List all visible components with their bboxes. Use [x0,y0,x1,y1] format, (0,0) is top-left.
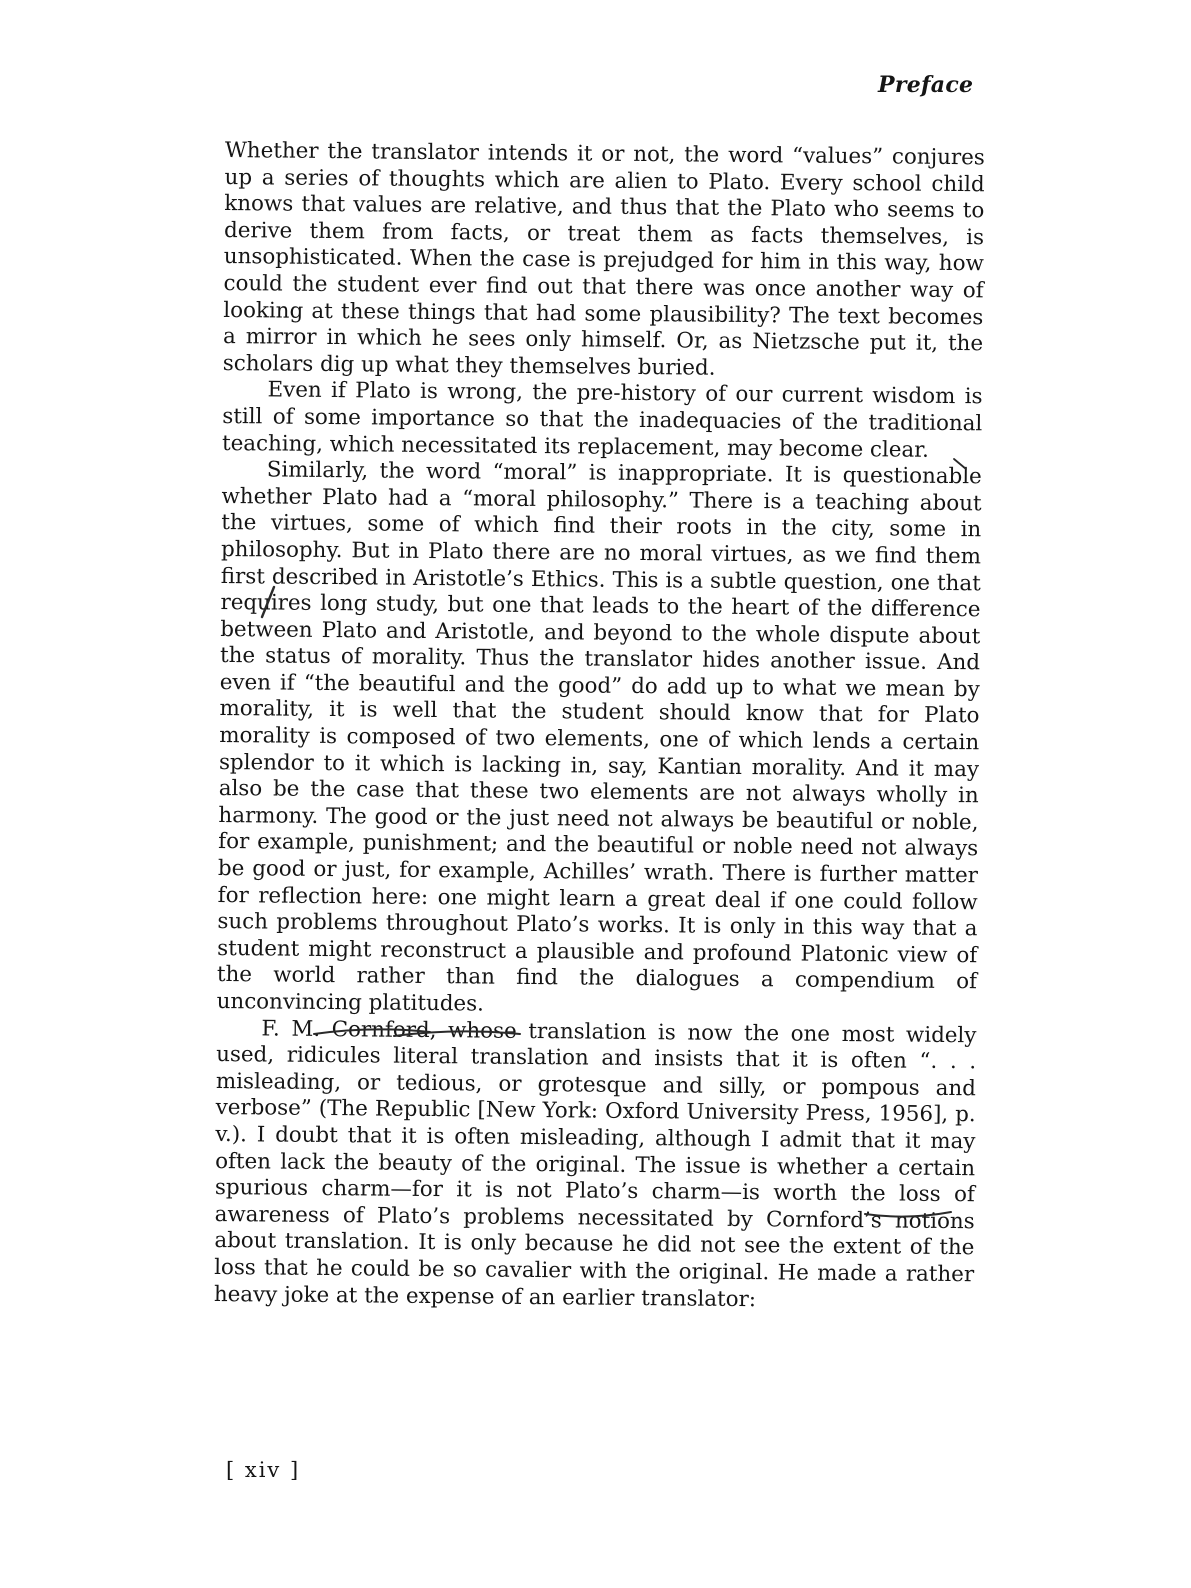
paragraph-prehistory: Even if Plato is wrong, the pre-history of our current wisdom is still of some importance so that the inadequacies of the traditional teaching, which necessitated its replacement, may become clear. [221,377,983,463]
body-text [214,138,985,1315]
paragraph-values: Whether the translator intends it or not, the word “values” conjures up a series of thoughts which are alien to Plato. Every school child knows that values are relative, and thus that the Plato who seems to derive them from facts, or treat them as facts themselves, is unsophisticated. When the case is prejudged for him in this way, how could the student ever find out that there was once another way of looking at these things that had some plausibility? The text becomes a mirror in which he sees only himself. Or, as Nietzsche put it, the scholars dig up what they themselves buried. [222,138,985,381]
running-title: Preface [878,72,974,98]
paragraph-cornford: F. M. Cornford, whose translation is now the one most widely used, ridicules literal translation and insists that it is often “. . . misleading, or tedious, or grotesque and silly, or pompous and verbose” (The Republic [New York: Oxford University Press, 1956], p. v.). I doubt that it is often misleading, although I admit that it may often lack the beauty of the original. The issue is whether a certain spurious charm—for it is not Plato’s charm—is worth the loss of awareness of Plato’s problems necessitated by Cornford’s notions about translation. It is only because he did not see the extent of the loss that he could be so cavalier with the original. He made a rather heavy joke at the expense of an earlier translator: [213,1015,977,1312]
paragraph-moral: Similarly, the word “moral” is inappropriate. It is questionable whether Plato had a “moral philosophy.” There is a teaching about the virtues, some of which find their roots in the city, some in philosophy. But in Plato there are no moral virtues, as we find them first described in Aristotle’s Ethics. This is a subtle question, one that requires long study, but one that leads to the heart of the difference between Plato and Aristotle, and beyond to the whole dispute about the status of morality. Thus the translator hides another issue. And even if “the beautiful and the good” do add up to what we mean by morality, it is well that the student should know that for Plato morality is composed of two elements, one of which lends a certain splendor to it which is lacking in, say, Kantian morality. And it may also be the case that these two elements are not always wholly in harmony. The good or the just need not always be beautiful or noble, for example, punishment; and the beautiful or noble need not always be good or just, for example, Achilles’ wrath. There is further matter for reflection here: one might learn a great deal if one could follow such problems throughout Plato’s works. It is only in this way that a student might reconstruct a plausible and profound Platonic view of the world rather than find the dialogues a compendium of unconvincing platitudes. [216,457,982,1017]
page-number: [ xiv ] [226,1458,301,1482]
